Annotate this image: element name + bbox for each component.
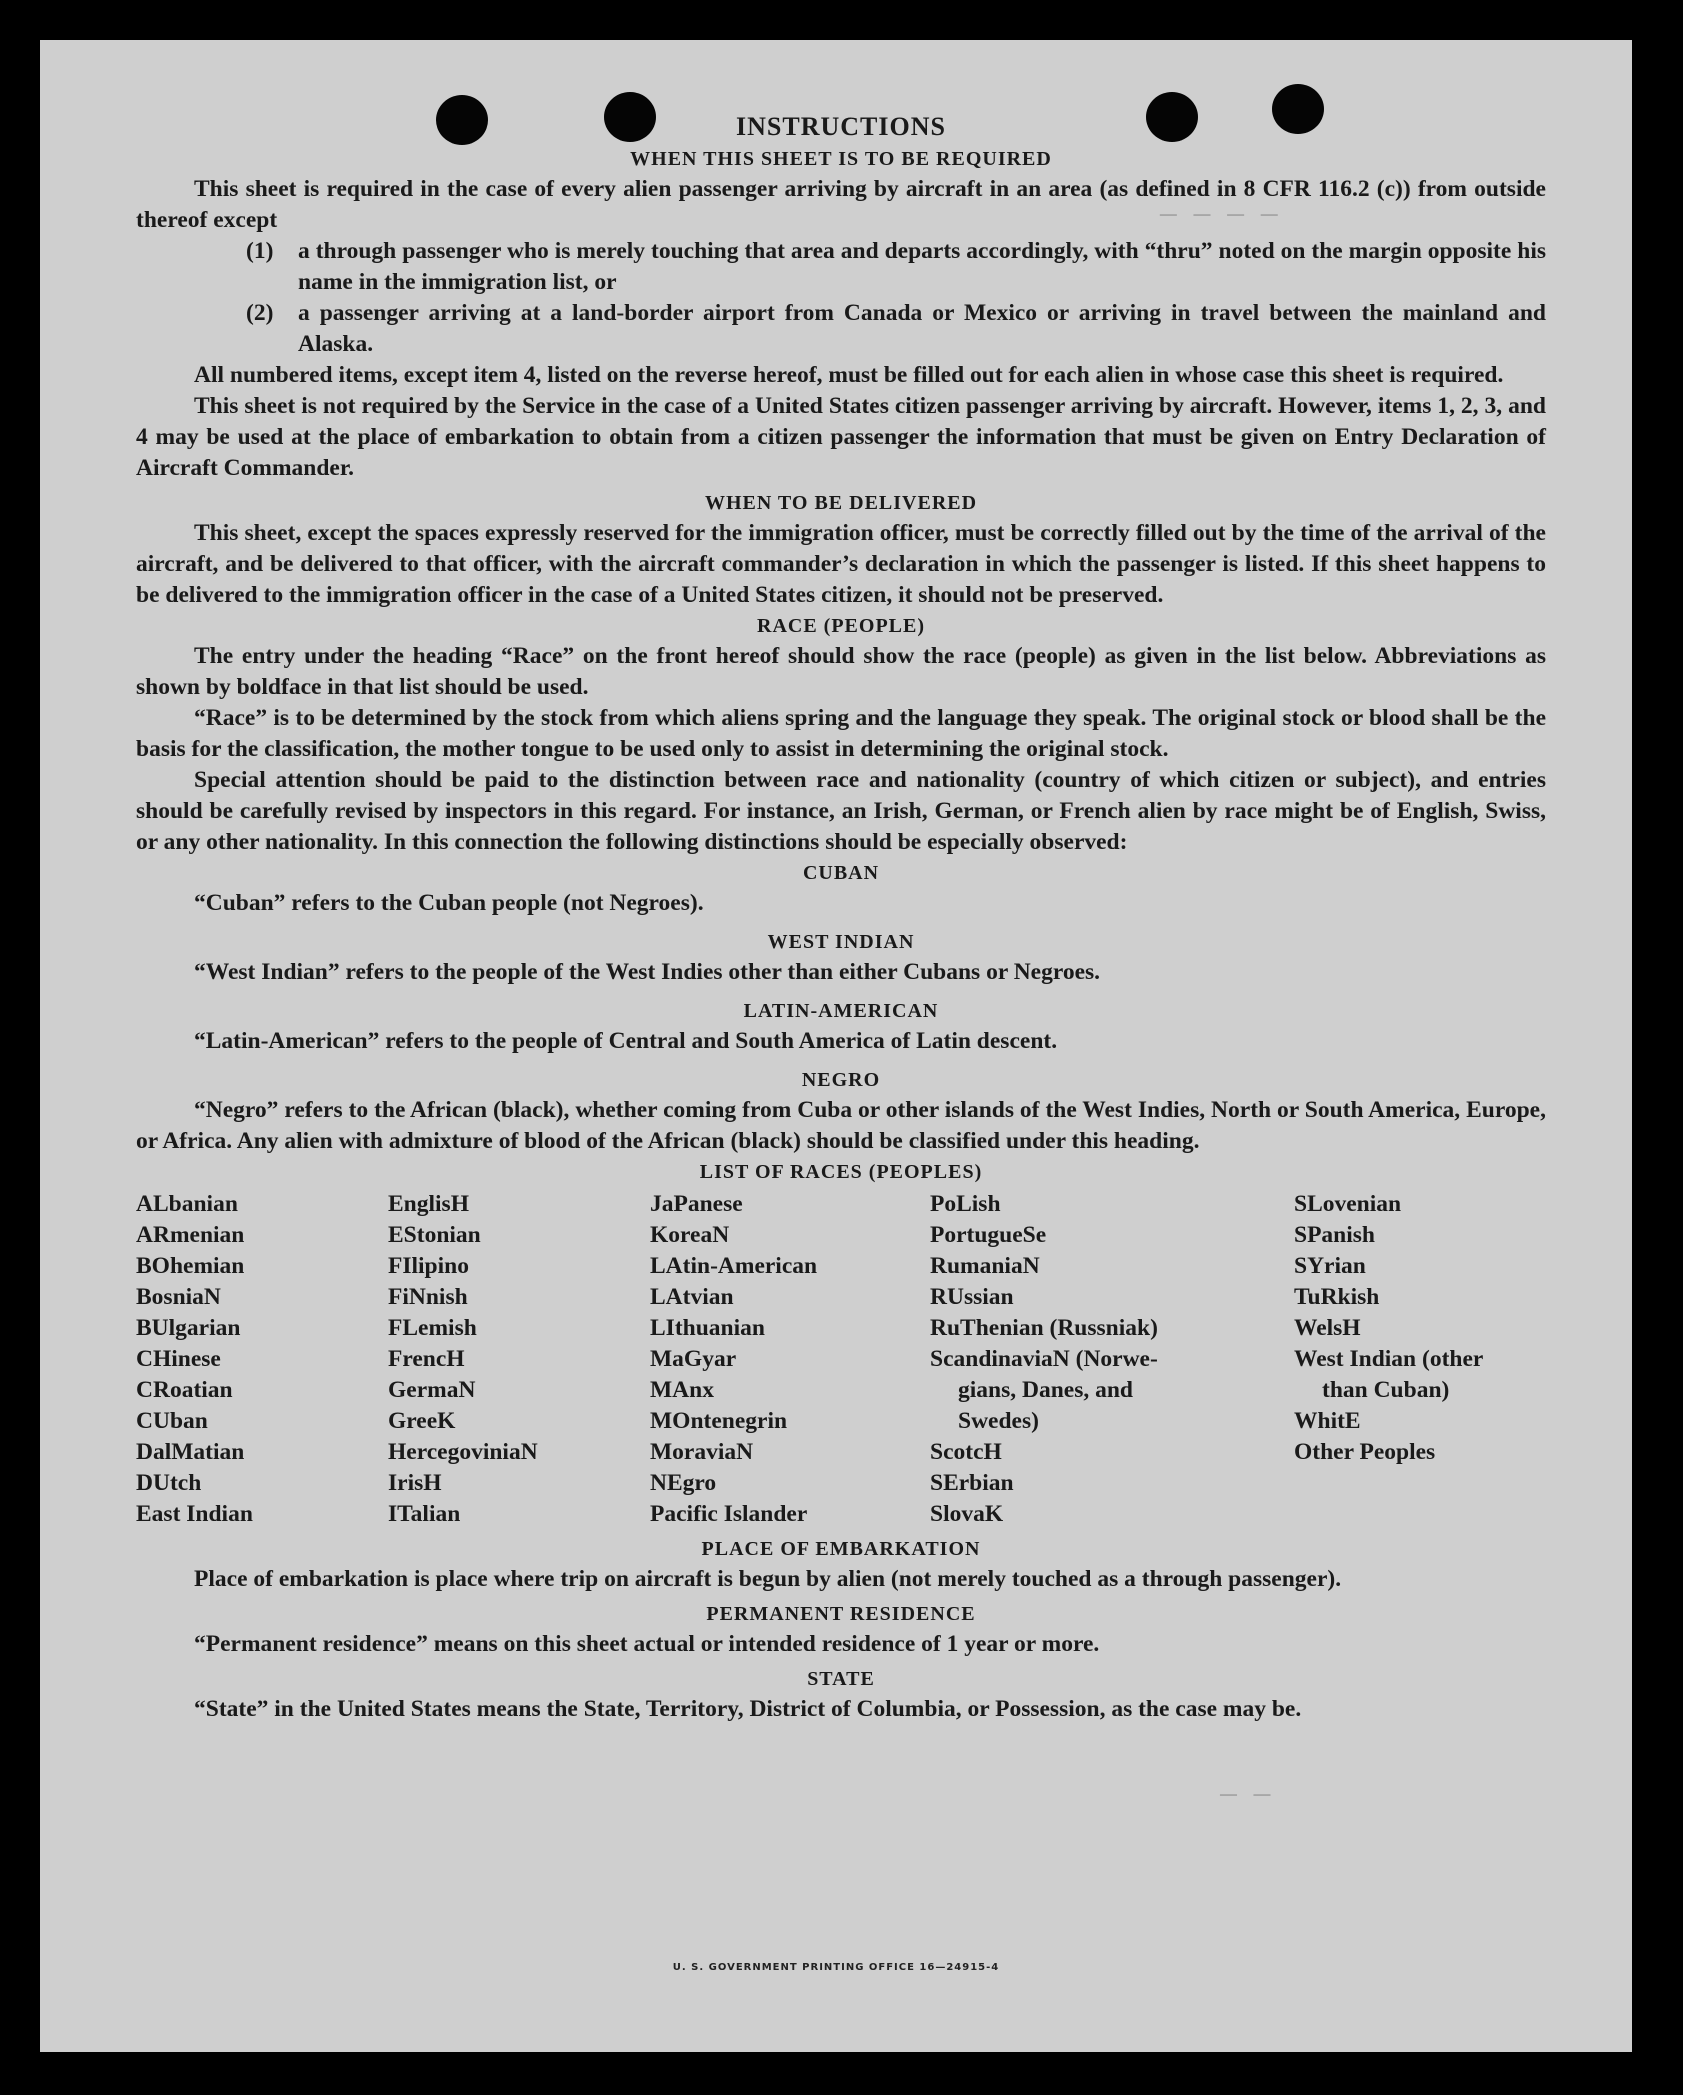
race-item: SLovenian bbox=[1294, 1191, 1402, 1217]
race-item: RuThenian (Russniak) bbox=[930, 1315, 1158, 1341]
intro-paragraph: This sheet is required in the case of every alien passenger arriving by aircraft in an area (as defined in 8 CFR 116.2 (c)) from outside thereof except bbox=[136, 176, 1546, 233]
heading-list-of-races: LIST OF RACES (PEOPLES) bbox=[699, 1161, 983, 1183]
race-item: ARmenian bbox=[136, 1222, 245, 1248]
permanent-residence-text: “Permanent residence” means on this sheet actual or intended residence of 1 year or more. bbox=[194, 1631, 1100, 1657]
race-item: SPanish bbox=[1294, 1222, 1375, 1248]
races-column-2 bbox=[388, 1189, 650, 1530]
race-item-continued: Swedes) bbox=[958, 1408, 1039, 1434]
race-item: DalMatian bbox=[136, 1439, 245, 1465]
bleed-through-text: — — — — bbox=[1160, 200, 1278, 231]
race-item: SYrian bbox=[1294, 1253, 1366, 1279]
clause-2-text: a passenger arriving at a land-border airport from Canada or Mexico or arriving in travel between the mainland and Alaska. bbox=[298, 300, 1546, 357]
race-paragraph-1: The entry under the heading “Race” on the front hereof should show the race (people) as given in the list below. Abbreviations as shown by boldface in that list should be used. bbox=[136, 643, 1546, 700]
race-item: SlovaK bbox=[930, 1501, 1004, 1527]
race-item: FiNnish bbox=[388, 1284, 468, 1310]
race-item: KoreaN bbox=[650, 1222, 730, 1248]
race-item: SErbian bbox=[930, 1470, 1014, 1496]
section-heading-required: WHEN THIS SHEET IS TO BE REQUIRED bbox=[630, 148, 1052, 170]
race-item: MaGyar bbox=[650, 1346, 737, 1372]
heading-embarkation: PLACE OF EMBARKATION bbox=[701, 1538, 981, 1560]
embarkation-text: Place of embarkation is place where trip on aircraft is begun by alien (not merely touched as a through passenger). bbox=[194, 1566, 1342, 1592]
race-item: DUtch bbox=[136, 1470, 202, 1496]
race-item: GreeK bbox=[388, 1408, 456, 1434]
race-item: FIlipino bbox=[388, 1253, 469, 1279]
definition-cuban: “Cuban” refers to the Cuban people (not Negroes). bbox=[194, 890, 704, 916]
bleed-through-text: — — bbox=[1220, 1780, 1271, 1811]
race-item: CUban bbox=[136, 1408, 208, 1434]
race-item: RUssian bbox=[930, 1284, 1014, 1310]
race-item: FrencH bbox=[388, 1346, 465, 1372]
definition-negro: “Negro” refers to the African (black), whether coming from Cuba or other islands of the West Indies, North or South America, Europe, or Africa. Any alien with admixture of blood of the African (black) should be classified under this heading. bbox=[136, 1097, 1546, 1154]
race-paragraph-3: Special attention should be paid to the distinction between race and nationality (country of which citizen or subject), and entries should be carefully revised by inspectors in this regard. For instance, an Irish, German, or French alien by race might be of English, Swiss, or any other nationality. In this connection the following distinctions should be especially observed: bbox=[136, 767, 1546, 855]
clause-1-text: a through passenger who is merely touching that area and departs accordingly, with “thru” noted on the margin opposite his name in the immigration list, or bbox=[298, 238, 1546, 295]
race-item: WelsH bbox=[1294, 1315, 1361, 1341]
heading-state: STATE bbox=[807, 1668, 875, 1690]
race-item: Other Peoples bbox=[1294, 1439, 1436, 1465]
race-item: ScotcH bbox=[930, 1439, 1002, 1465]
race-item: GermaN bbox=[388, 1377, 476, 1403]
race-item: BOhemian bbox=[136, 1253, 245, 1279]
race-item: PoLish bbox=[930, 1191, 1001, 1217]
clause-2-number: (2) bbox=[246, 300, 274, 326]
races-column-1 bbox=[136, 1189, 388, 1530]
heading-negro: NEGRO bbox=[801, 1069, 881, 1091]
heading-latin-american: LATIN-AMERICAN bbox=[743, 1000, 939, 1022]
race-paragraph-2: “Race” is to be determined by the stock from which aliens spring and the language they speak. The original stock or blood shall be the basis for the classification, the mother tongue to be used only to assist in determining the original stock. bbox=[136, 705, 1546, 762]
races-list bbox=[136, 1189, 1546, 1530]
document-sheet bbox=[40, 40, 1632, 2052]
races-column-3 bbox=[650, 1189, 930, 1530]
heading-west-indian: WEST INDIAN bbox=[767, 931, 915, 953]
race-item-continued: gians, Danes, and bbox=[958, 1377, 1133, 1403]
race-item: ITalian bbox=[388, 1501, 461, 1527]
race-item: ScandinaviaN (Norwe- bbox=[930, 1346, 1158, 1372]
instructions-content bbox=[136, 110, 1546, 1725]
race-item: LAtin-American bbox=[650, 1253, 818, 1279]
clause-1-number: (1) bbox=[246, 238, 274, 264]
clause-2 bbox=[246, 298, 1546, 360]
race-item: PortugueSe bbox=[930, 1222, 1047, 1248]
race-item: BUlgarian bbox=[136, 1315, 241, 1341]
race-item: JaPanese bbox=[650, 1191, 743, 1217]
race-item: MoraviaN bbox=[650, 1439, 754, 1465]
race-item: IrisH bbox=[388, 1470, 442, 1496]
race-item: EStonian bbox=[388, 1222, 481, 1248]
race-item: Pacific Islander bbox=[650, 1501, 808, 1527]
section-heading-race: RACE (PEOPLE) bbox=[757, 615, 925, 637]
delivered-paragraph: This sheet, except the spaces expressly reserved for the immigration officer, must be correctly filled out by the time of the arrival of the aircraft, and be delivered to that officer, with the aircraft commander’s declaration in which the passenger is listed. If this sheet happens to be delivered to the immigration officer in the case of a United States citizen, it should not be preserved. bbox=[136, 520, 1546, 608]
races-column-4 bbox=[930, 1189, 1294, 1530]
race-item-continued: than Cuban) bbox=[1322, 1377, 1450, 1403]
heading-cuban: CUBAN bbox=[802, 862, 880, 884]
race-item: RumaniaN bbox=[930, 1253, 1040, 1279]
race-item: EnglisH bbox=[388, 1191, 469, 1217]
heading-permanent-residence: PERMANENT RESIDENCE bbox=[706, 1603, 976, 1625]
race-item: MOntenegrin bbox=[650, 1408, 788, 1434]
printing-office-footer: U. S. GOVERNMENT PRINTING OFFICE 16—24915-4 bbox=[672, 1962, 1000, 1973]
race-item: TuRkish bbox=[1294, 1284, 1380, 1310]
race-item: NEgro bbox=[650, 1470, 717, 1496]
race-item: ALbanian bbox=[136, 1191, 238, 1217]
citizen-paragraph: This sheet is not required by the Service in the case of a United States citizen passenger arriving by aircraft. However, items 1, 2, 3, and 4 may be used at the place of embarkation to obtain from a citizen passenger the information that must be given on Entry Declaration of Aircraft Commander. bbox=[136, 393, 1546, 481]
race-item: CHinese bbox=[136, 1346, 221, 1372]
clause-1 bbox=[246, 236, 1546, 298]
numbered-items-paragraph: All numbered items, except item 4, listed on the reverse hereof, must be filled out for each alien in whose case this sheet is required. bbox=[194, 362, 1504, 388]
instructions-title: INSTRUCTIONS bbox=[736, 112, 946, 141]
race-item: FLemish bbox=[388, 1315, 477, 1341]
race-item: LAtvian bbox=[650, 1284, 734, 1310]
race-item: CRoatian bbox=[136, 1377, 233, 1403]
race-item: HercegoviniaN bbox=[388, 1439, 538, 1465]
race-item: East Indian bbox=[136, 1501, 253, 1527]
race-item: LIthuanian bbox=[650, 1315, 765, 1341]
definition-latin-american: “Latin-American” refers to the people of Central and South America of Latin descent. bbox=[194, 1028, 1058, 1054]
race-item: BosniaN bbox=[136, 1284, 221, 1310]
race-item: WhitE bbox=[1294, 1408, 1361, 1434]
state-text: “State” in the United States means the State, Territory, District of Columbia, or Possession, as the case may be. bbox=[194, 1696, 1302, 1722]
section-heading-delivered: WHEN TO BE DELIVERED bbox=[704, 492, 978, 514]
definition-west-indian: “West Indian” refers to the people of the West Indies other than either Cubans or Negroes. bbox=[194, 959, 1101, 985]
race-item: West Indian (other bbox=[1294, 1346, 1484, 1372]
race-item: MAnx bbox=[650, 1377, 714, 1403]
races-column-5 bbox=[1294, 1189, 1546, 1530]
